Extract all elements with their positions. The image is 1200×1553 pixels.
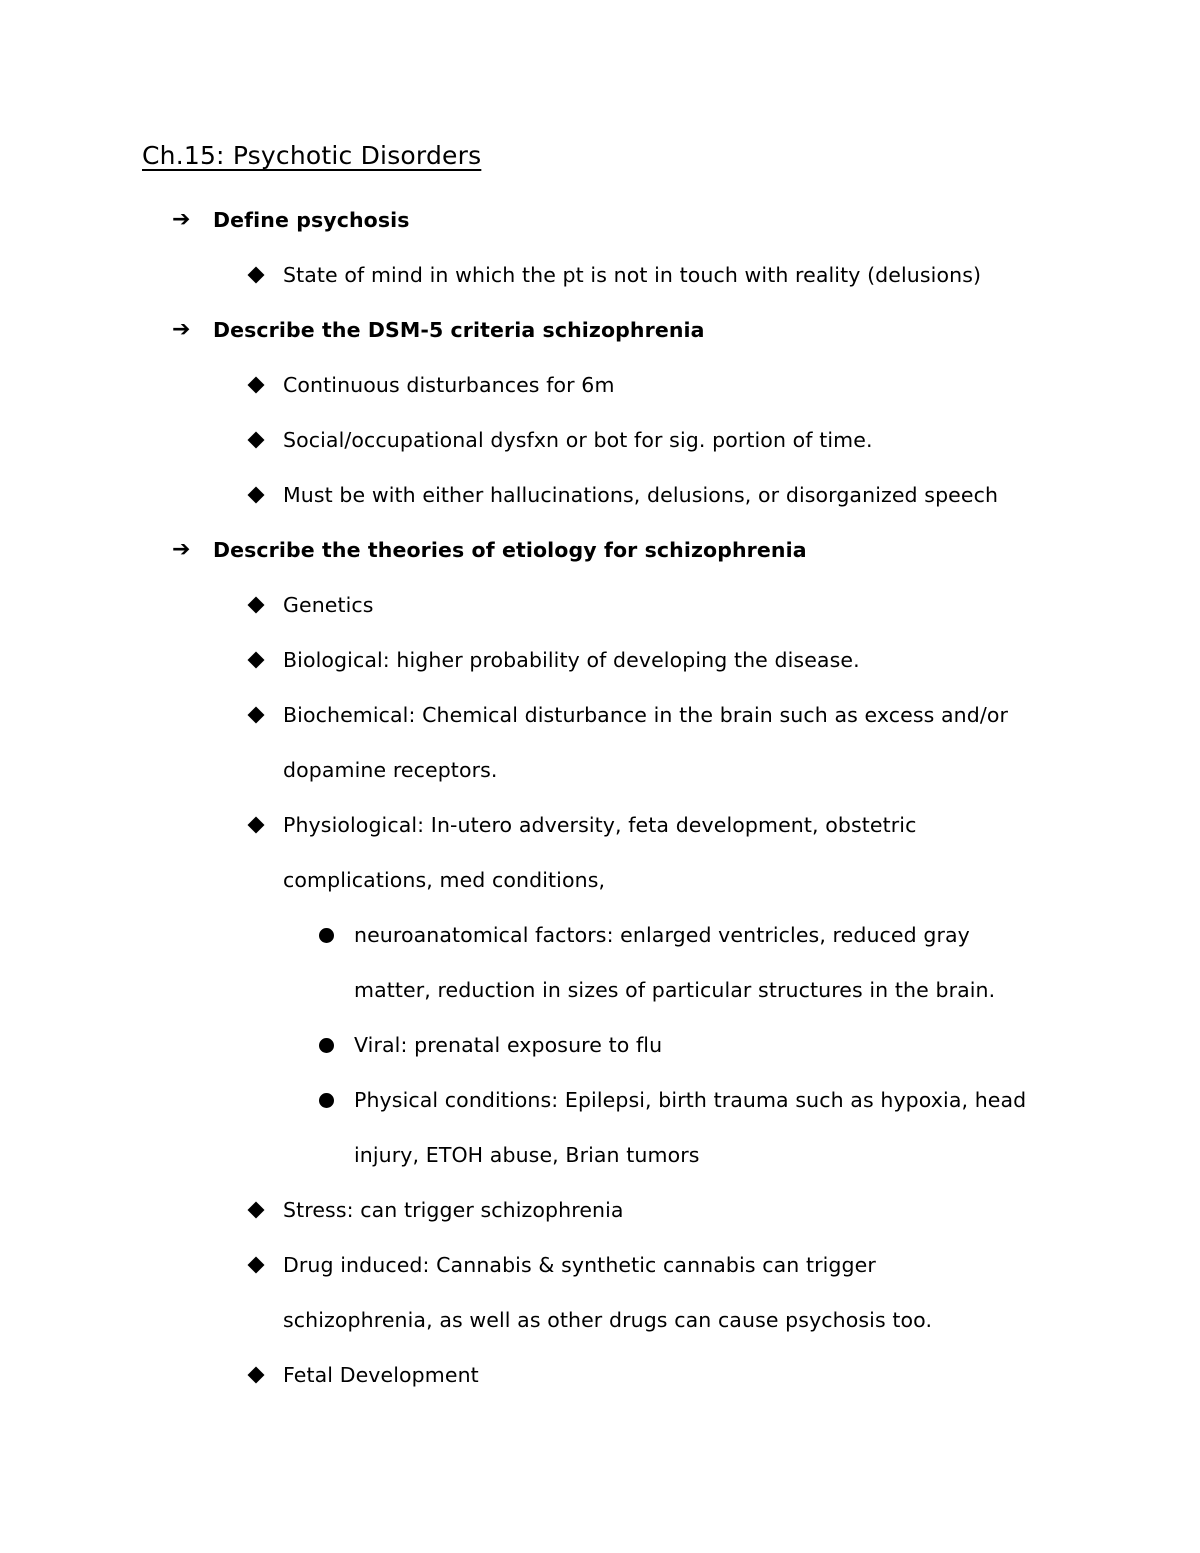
sub-list-item-continuation: matter, reduction in sizes of particular structures in the brain. bbox=[354, 978, 996, 1002]
list-item: Continuous disturbances for 6m bbox=[283, 373, 615, 397]
list-item: Social/occupational dysfxn or bot for sig. portion of time. bbox=[283, 428, 873, 452]
diamond-bullet-icon bbox=[248, 1202, 265, 1219]
diamond-bullet-icon bbox=[248, 377, 265, 394]
list-item: Fetal Development bbox=[283, 1363, 479, 1387]
circle-bullet-icon bbox=[319, 928, 334, 943]
list-item: Physiological: In-utero adversity, feta development, obstetric bbox=[283, 813, 917, 837]
page-title: Ch.15: Psychotic Disorders bbox=[142, 141, 482, 170]
diamond-bullet-icon bbox=[248, 597, 265, 614]
circle-bullet-icon bbox=[319, 1093, 334, 1108]
list-item: Biochemical: Chemical disturbance in the brain such as excess and/or bbox=[283, 703, 1009, 727]
arrow-bullet-icon: ➔ bbox=[172, 207, 191, 232]
diamond-bullet-icon bbox=[248, 1257, 265, 1274]
section-heading-dsm5-criteria: Describe the DSM-5 criteria schizophrenia bbox=[213, 318, 705, 342]
diamond-bullet-icon bbox=[248, 487, 265, 504]
sub-list-item: neuroanatomical factors: enlarged ventricles, reduced gray bbox=[354, 923, 970, 947]
list-item: Biological: higher probability of developing the disease. bbox=[283, 648, 860, 672]
list-item: State of mind in which the pt is not in touch with reality (delusions) bbox=[283, 263, 982, 287]
arrow-bullet-icon: ➔ bbox=[172, 537, 191, 562]
section-heading-etiology: Describe the theories of etiology for schizophrenia bbox=[213, 538, 807, 562]
arrow-bullet-icon: ➔ bbox=[172, 317, 191, 342]
circle-bullet-icon bbox=[319, 1038, 334, 1053]
diamond-bullet-icon bbox=[248, 652, 265, 669]
list-item-continuation: schizophrenia, as well as other drugs can cause psychosis too. bbox=[283, 1308, 933, 1332]
list-item-continuation: complications, med conditions, bbox=[283, 868, 606, 892]
diamond-bullet-icon bbox=[248, 432, 265, 449]
sub-list-item-continuation: injury, ETOH abuse, Brian tumors bbox=[354, 1143, 700, 1167]
list-item-continuation: dopamine receptors. bbox=[283, 758, 498, 782]
sub-list-item: Viral: prenatal exposure to flu bbox=[354, 1033, 663, 1057]
section-heading-define-psychosis: Define psychosis bbox=[213, 208, 410, 232]
list-item: Genetics bbox=[283, 593, 374, 617]
sub-list-item: Physical conditions: Epilepsi, birth trauma such as hypoxia, head bbox=[354, 1088, 1027, 1112]
list-item: Must be with either hallucinations, delusions, or disorganized speech bbox=[283, 483, 999, 507]
diamond-bullet-icon bbox=[248, 267, 265, 284]
diamond-bullet-icon bbox=[248, 707, 265, 724]
diamond-bullet-icon bbox=[248, 817, 265, 834]
list-item: Stress: can trigger schizophrenia bbox=[283, 1198, 624, 1222]
diamond-bullet-icon bbox=[248, 1367, 265, 1384]
list-item: Drug induced: Cannabis & synthetic cannabis can trigger bbox=[283, 1253, 876, 1277]
